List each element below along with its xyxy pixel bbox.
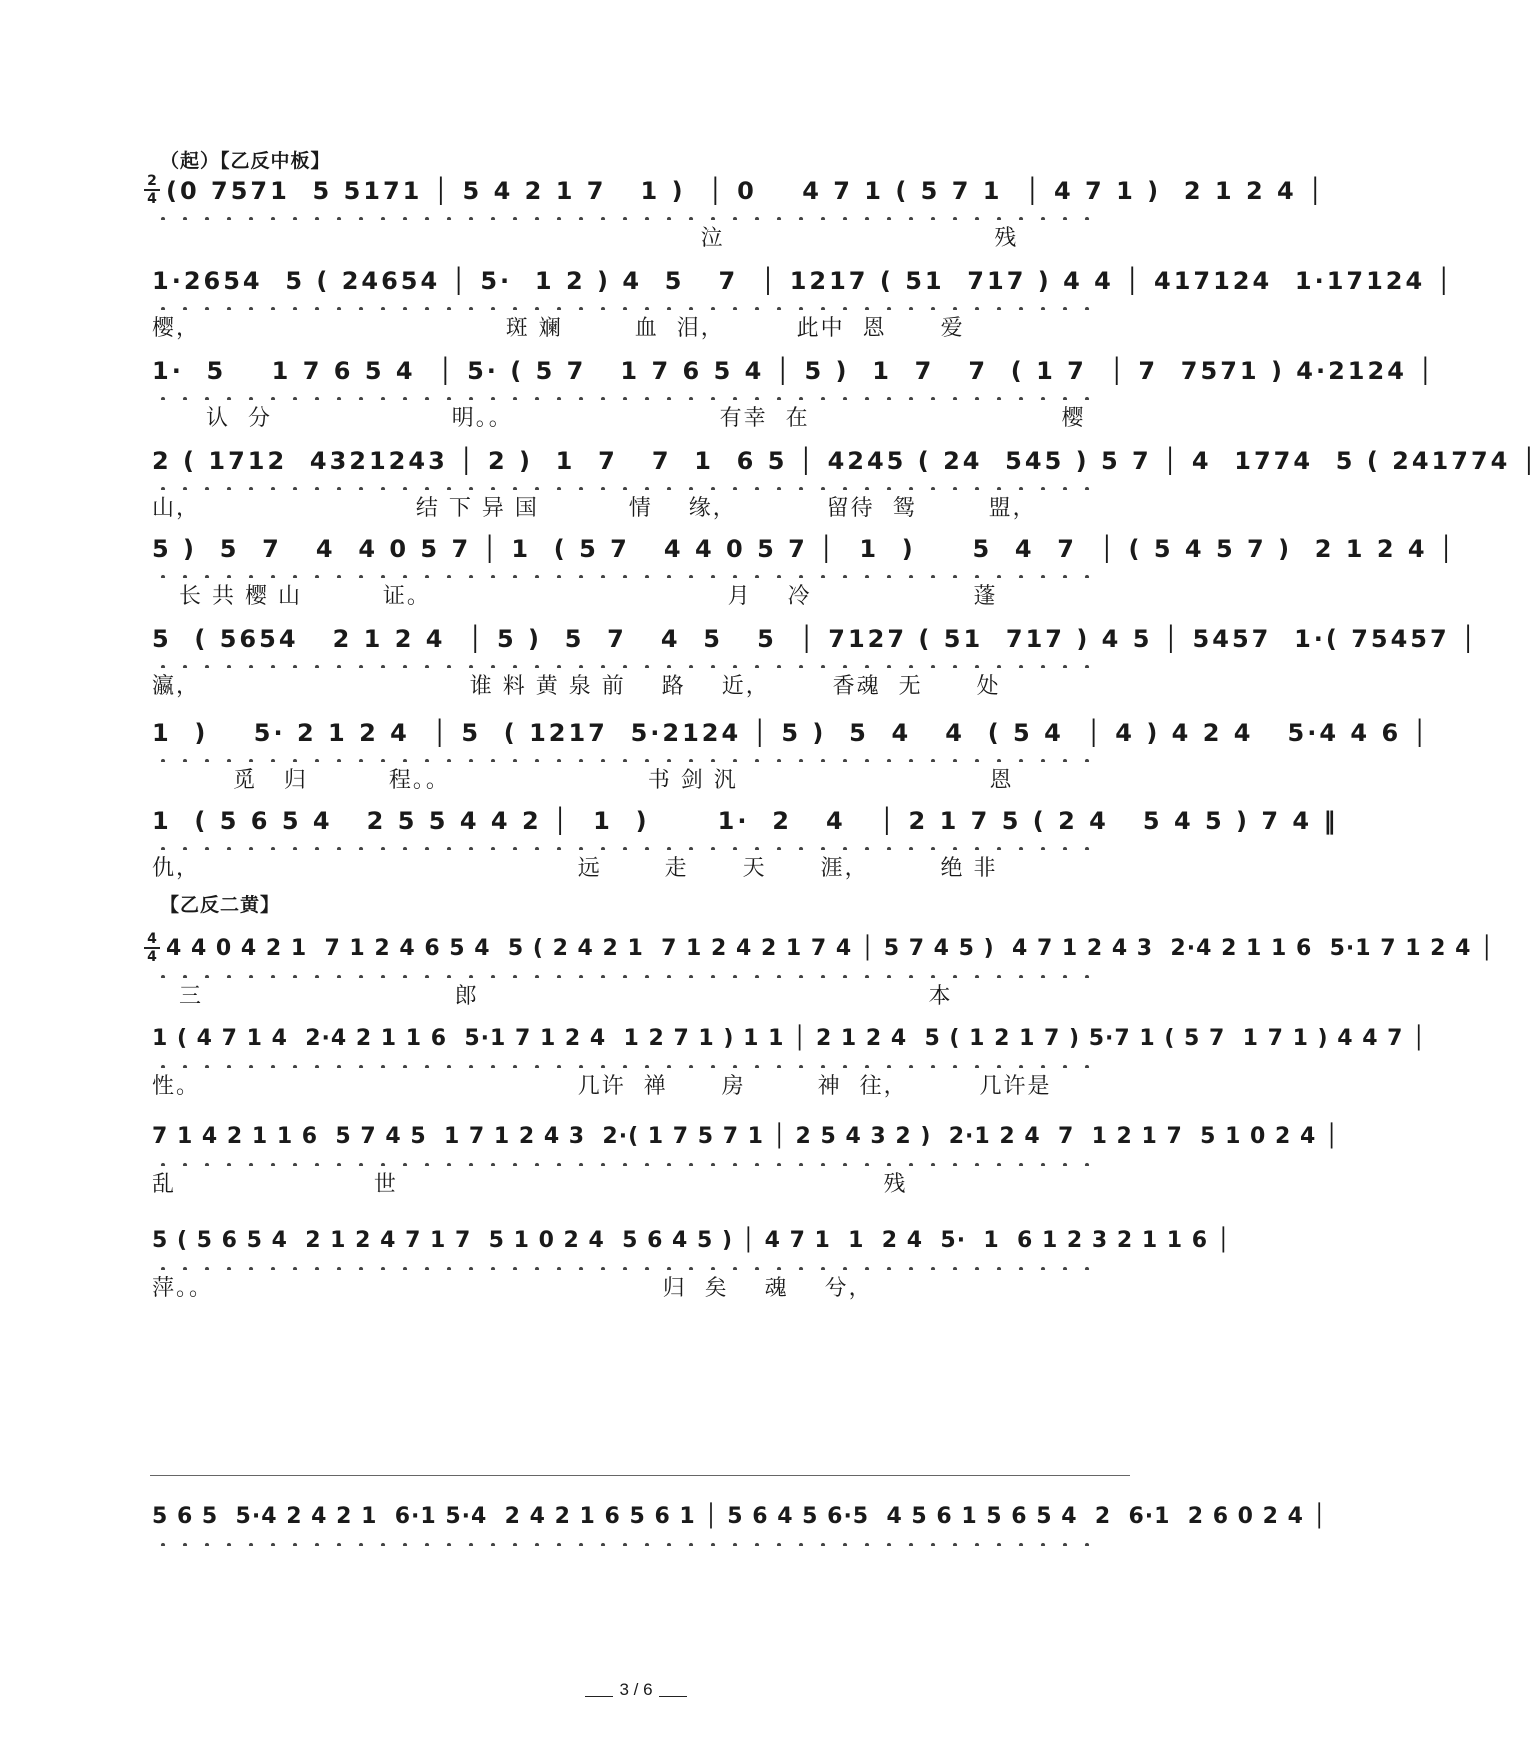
section-label-1: （起）【乙反中板】: [160, 150, 331, 172]
page-footer: [0, 1680, 1272, 1700]
lyrics-line: 觅 归 程。。 书 剑 汎 恩: [152, 768, 1014, 793]
separator-line: [150, 1475, 1130, 1476]
octave-dots: [152, 574, 1092, 578]
score-system-12: [152, 1222, 1231, 1318]
octave-dots: [152, 1266, 1092, 1270]
lyrics-line: 仇， 远 走 天 涯， 绝 非: [152, 856, 998, 881]
score-system-1: [147, 172, 1326, 268]
notes-line: 4 4 0 4 2 1 7 1 2 4 6 5 4 5 ( 2 4 2 1 7 1 2 4 2 1 7 4 │ 5 7 4 5 ) 4 7 1 2 4 3 2·4 2 1 1 6 5·1 7 1 2 4 │: [166, 936, 1495, 961]
octave-dots: [152, 1542, 1092, 1546]
notes-line: 1 ) 5· 2 1 2 4 │ 5 ( 1217 5·2124 │ 5 ) 5 4 4 ( 5 4 │ 4 ) 4 2 4 5·4 4 6 │: [152, 719, 1430, 747]
lyrics-line: 萍。。 归 矣 魂 兮，: [152, 1276, 873, 1301]
octave-dots: [152, 664, 1092, 668]
notes-line: 1· 5 1 7 6 5 4 │ 5· ( 5 7 1 7 6 5 4 │ 5 ) 1 7 7 ( 1 7 │ 7 7571 ) 4·2124 │: [152, 357, 1436, 385]
lyrics-line: 泣 残: [152, 226, 1019, 251]
score-system-3: [152, 352, 1436, 448]
time-signature-2: 4 4: [144, 932, 160, 964]
notes-line: 1 ( 4 7 1 4 2·4 2 1 1 6 5·1 7 1 2 4 1 2 7 1 ) 1 1 │ 2 1 2 4 5 ( 1 2 1 7 ) 5·7 1 ( 5 7 1 7 1 ) 4 4 7 │: [152, 1026, 1427, 1051]
time-signature-1: 2 4: [144, 174, 160, 206]
lyrics-line: 认 分 明。。 有幸 在 樱: [152, 406, 1086, 431]
octave-dots: [152, 396, 1092, 400]
octave-dots: [152, 758, 1092, 762]
lyrics-line: 山， 结 下 异 国 情 缘， 留待 鸳 盟，: [152, 496, 1037, 521]
score-system-11: [152, 1118, 1340, 1214]
lyrics-line: 瀛， 谁 料 黄 泉 前 路 近， 香魂 无 处: [152, 674, 1001, 699]
score-system-13: [152, 1498, 1327, 1594]
notes-line: 5 ( 5654 2 1 2 4 │ 5 ) 5 7 4 5 5 │ 7127 ( 51 717 ) 4 5 │ 5457 1·( 75457 │: [152, 625, 1479, 653]
score-system-2: [152, 262, 1455, 358]
page-number: 3 / 6: [619, 1680, 653, 1699]
octave-dots: [152, 306, 1092, 310]
notes-line: 2 ( 1712 4321243 │ 2 ) 1 7 7 1 6 5 │ 4245 ( 24 545 ) 5 7 │ 4 1774 5 ( 241774 │: [152, 447, 1539, 475]
octave-dots: [152, 1162, 1092, 1166]
lyrics-line: 乱 世 残: [152, 1172, 908, 1197]
octave-dots: [152, 1064, 1092, 1068]
notes-line: 5 6 5 5·4 2 4 2 1 6·1 5·4 2 4 2 1 6 5 6 1 │ 5 6 4 5 6·5 4 5 6 1 5 6 5 4 2 6·1 2 6 0 2 4 │: [152, 1504, 1327, 1529]
octave-dots: [152, 486, 1092, 490]
notes-line: 1 ( 5 6 5 4 2 5 5 4 4 2 │ 1 ) 1· 2 4 │ 2 1 7 5 ( 2 4 5 4 5 ) 7 4 ‖: [152, 807, 1339, 835]
notes-line: 5 ( 5 6 5 4 2 1 2 4 7 1 7 5 1 0 2 4 5 6 4 5 ) │ 4 7 1 1 2 4 5· 1 6 1 2 3 2 1 1 6 │: [152, 1228, 1231, 1253]
lyrics-line: 三 郎 本: [152, 984, 953, 1009]
octave-dots: [152, 846, 1092, 850]
section-label-2: 【乙反二黄】: [160, 894, 281, 916]
notes-line: 7 1 4 2 1 1 6 5 7 4 5 1 7 1 2 4 3 2·( 1 7 5 7 1 │ 2 5 4 3 2 ) 2·1 2 4 7 1 2 1 7 5 1 0 2 4 │: [152, 1124, 1340, 1149]
octave-dots: [152, 974, 1092, 978]
score-system-9: [147, 930, 1495, 1026]
lyrics-line: 长 共 樱 山 证。 月 冷 蓬: [152, 584, 998, 609]
score-system-6: [152, 620, 1479, 716]
score-system-4: [152, 442, 1539, 538]
score-system-10: [152, 1020, 1427, 1116]
score-system-5: [152, 530, 1457, 626]
octave-dots: [152, 216, 1092, 220]
notes-line: 1·2654 5 ( 24654 │ 5· 1 2 ) 4 5 7 │ 1217 ( 51 717 ) 4 4 │ 417124 1·17124 │: [152, 267, 1455, 295]
lyrics-line: 樱， 斑 斓 血 泪， 此中 恩 爱: [152, 316, 965, 341]
lyrics-line: 性。 几许 禅 房 神 往， 几许是: [152, 1074, 1052, 1099]
score-system-8: [152, 802, 1339, 898]
score-system-7: [152, 714, 1430, 810]
notes-line: (0 7571 5 5171 │ 5 4 2 1 7 1 ) │ 0 4 7 1 ( 5 7 1 │ 4 7 1 ) 2 1 2 4 │: [166, 177, 1326, 205]
notes-line: 5 ) 5 7 4 4 0 5 7 │ 1 ( 5 7 4 4 0 5 7 │ 1 ) 5 4 7 │ ( 5 4 5 7 ) 2 1 2 4 │: [152, 535, 1457, 563]
